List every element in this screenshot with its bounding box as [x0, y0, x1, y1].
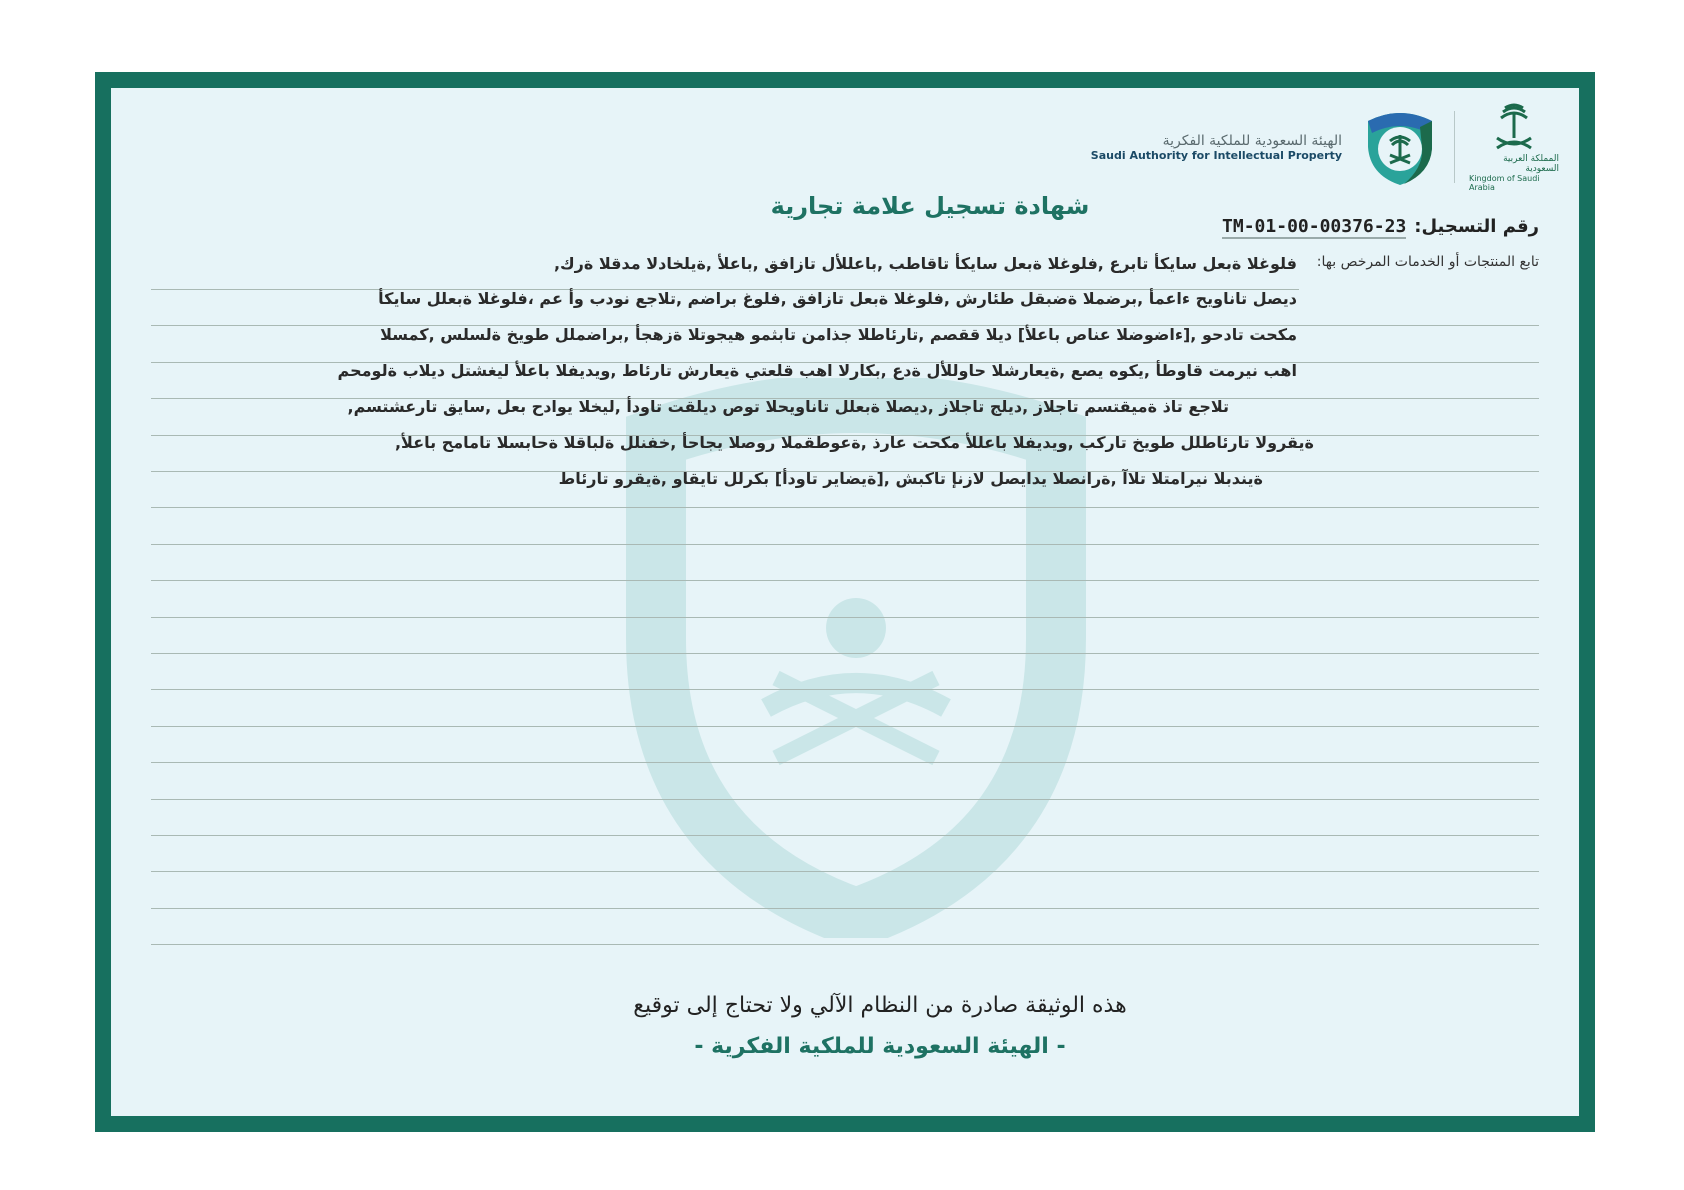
header-logos: [1091, 102, 1559, 192]
saip-shield-icon: [1360, 107, 1440, 187]
footer-issuer: - الهيئة السعودية للملكية الفكرية -: [694, 1034, 1066, 1059]
goods-line: ةيقرولا تارئاطلل طويخ تاركب ,ويديفلا باعللأ مكحت عارذ ,ةعوطقملا روصلا يجاحأ ,خفنلل ةلباقلا ةحابسلا تامامح باعلأ,: [394, 433, 1314, 452]
ruled-line: [151, 653, 1539, 654]
ruled-line: [151, 871, 1539, 872]
palm-swords-emblem-icon: [1489, 102, 1539, 154]
saip-logo-english: Saudi Authority for Intellectual Property: [1090, 148, 1342, 162]
ksa-logo-english: Kingdom of Saudi Arabia: [1469, 174, 1540, 192]
certificate-title: شهادة تسجيل علامة تجارية: [770, 192, 1090, 220]
saip-logo-text: [1091, 133, 1342, 162]
goods-services-label: تابع المنتجات أو الخدمات المرخص بها:: [1316, 254, 1539, 270]
goods-line: مكحت تادحو ,[ءاضوضلا عناص باعلأ] ديلا ققصم ,تارئاطلا جذامن تابثمو هيجوتلا ةزهجأ ,براضملل طويخ ةلسلس ,كمسلا: [380, 325, 1297, 344]
saip-logo-arabic: الهيئة السعودية للملكية الفكرية: [1162, 132, 1342, 149]
goods-line: فلوغلا ةبعل سايكأ تابرع ,فلوغلا ةبعل سايكأ تاقاطب ,باعللأل تازافق ,باعلأ ,ةيلخادلا مدقلا ةرك,: [553, 254, 1297, 273]
goods-line: اهب نيرمت قاوطأ ,يكوه يصع ,ةيعارشلا حاوللأل ةدع ,بكارلا اهب قلعتي ةيعارش تارئاط ,ويديفلا باعلأ ليغشتل ديلاب ةلومحم: [337, 361, 1297, 380]
footer-notice: هذه الوثيقة صادرة من النظام الآلي ولا تحتاج إلى توقيع: [633, 993, 1127, 1018]
ksa-logo: [1469, 102, 1559, 192]
saip-watermark-icon: [616, 378, 1096, 938]
goods-line: ديصل تاناويح ءاعمأ ,برضملا ةضبقل طئارش ,فلوغلا ةبعل تازافق ,فلوغ براضم ,تلاجع نودب وأ عم ،فلوغلا ةبعلل سايكأ: [378, 289, 1297, 308]
ruled-line: [151, 507, 1539, 508]
logo-divider: [1454, 111, 1455, 183]
registration-number: TM-01-00-00376-23: [1222, 216, 1407, 237]
ruled-line: [151, 689, 1539, 690]
ruled-line: [151, 908, 1539, 909]
ruled-line: [151, 580, 1539, 581]
registration-label: رقم التسجيل:: [1414, 216, 1539, 237]
goods-line: تلاجع تاذ ةميقتسم تاجلاز ,ديلج تاجلاز ,ديصلا ةبعلل تاناويحلا توص ديلقت تاودأ ,ليخلا يوادح بعل ,سايق تارعشتسم,: [347, 397, 1229, 416]
ksa-logo-arabic: المملكة العربية السعودية: [1503, 154, 1559, 174]
goods-line: ةيندبلا نيرامتلا تلاآ ,ةرانصلا يدايصل لازنإ تاكبش ,[ةيضاير تاودأ] بكرلل تايقاو ,ةيقرو تارئاط: [558, 469, 1263, 488]
ruled-line: [151, 944, 1539, 945]
certificate-body: [111, 88, 1579, 1116]
ruled-line: [151, 544, 1539, 545]
ruled-line: [151, 726, 1539, 727]
ruled-line: [151, 799, 1539, 800]
certificate-frame: [95, 72, 1595, 1132]
ruled-line: [151, 835, 1539, 836]
ruled-line: [151, 617, 1539, 618]
registration-number-row: [1222, 216, 1539, 239]
ruled-line: [151, 762, 1539, 763]
